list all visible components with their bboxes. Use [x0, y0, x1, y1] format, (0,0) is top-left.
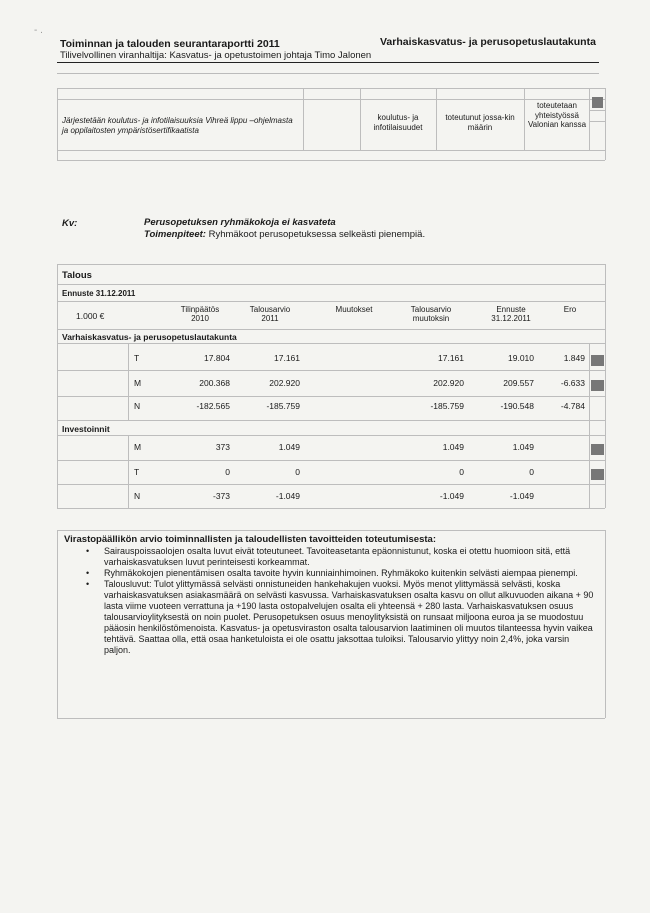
responsible-official: Tilivelvollinen viranhaltija: Kasvatus- ja opetustoimen johtaja Timo Jalonen	[60, 50, 372, 61]
cell-ta2011: 17.161	[274, 353, 300, 363]
col-header-talousarvio: Talousarvio 2011	[249, 305, 291, 323]
cell-ennuste: 1.049	[512, 442, 534, 452]
kv-actions-text: Ryhmäkoot perusopetuksessa selkeästi pienempiä.	[208, 229, 426, 240]
section-title-investments: Investoinnit	[62, 424, 110, 434]
status-indicator	[591, 380, 604, 391]
col-header-ennuste: Ennuste 31.12.2011	[491, 305, 531, 323]
col-header-muutokset: Muutokset	[335, 305, 373, 314]
header-divider	[57, 62, 599, 63]
cell-tp2010: -373	[212, 491, 230, 501]
cell-ero: 1.849	[563, 353, 585, 363]
scan-mark: - .	[34, 25, 43, 36]
row-type-label: T	[134, 467, 140, 477]
row-type-label: N	[134, 491, 141, 501]
cell-ta2011: -1.049	[275, 491, 300, 501]
cell-tam: 17.161	[438, 353, 464, 363]
cell-ta2011: 202.920	[269, 378, 300, 388]
kv-title: Perusopetuksen ryhmäkokoja ei kasvateta	[144, 217, 336, 228]
cell-tp2010: 373	[215, 442, 230, 452]
finance-heading: Talous	[62, 270, 92, 281]
cell-tp2010: 200.368	[199, 378, 230, 388]
cell-tam: -185.759	[430, 401, 464, 411]
cell-ennuste: -1.049	[509, 491, 534, 501]
goal-description: Järjestetään koulutus- ja infotilaisuuksia Vihreä lippu –ohjelmasta ja oppilaitosten ympäristösertifikaatista	[62, 116, 293, 135]
cell-ero: -4.784	[560, 401, 585, 411]
row-type-label: M	[134, 442, 142, 452]
header-divider-thin	[57, 73, 599, 74]
assessment-list	[86, 546, 596, 656]
cell-tam: -1.049	[439, 491, 464, 501]
cell-ennuste: 209.557	[503, 378, 534, 388]
list-item: • Sairauspoissaolojen osalta luvut eivät toteutuneet. Tavoiteasetanta epäonnistunut, koska ei otettu huomioon sitä, että varhaiskasvatuksen luvut perinteisesti korkeammat.	[86, 546, 571, 567]
kv-label: Kv:	[62, 218, 78, 229]
col-header-ta-muutoksin: Talousarvio muutoksin	[410, 305, 452, 323]
goal-target: toteutunut jossa-kin määrin	[445, 113, 515, 132]
list-item: • Ryhmäkokojen pienentämisen osalta tavoite hyvin kunniainhimoinen. Ryhmäkoko kuitenkin selvästi aiempaa pienempi.	[86, 568, 578, 578]
goal-result: toteutetaan yhteistyössä Valonian kanssa	[527, 101, 587, 129]
cell-ero: -6.633	[560, 378, 585, 388]
section-title-main: Varhaiskasvatus- ja perusopetuslautakunta	[62, 332, 237, 342]
col-header-tilinpaatos: Tilinpäätös 2010	[180, 305, 220, 323]
row-type-label: T	[134, 353, 140, 363]
cell-tp2010: 17.804	[204, 353, 230, 363]
list-item: • Talousluvut: Tulot ylittymässä selvästi onnistuneiden hankehakujen vuoksi. Myös menot ylittymässä selvästi, koska varhaiskasvatuksen asiakasmäärä on selvästi kasvussa. Varhaiskasvatuksen osalta kasvu on ollut alkuvuoden aikana + 90 lasta viime vuoteen verrattuna ja +190 lasta ostopalvelujen osalta eli yhteensä + 280 lasta. Varhaiskasvatuksen osuus talousarvioylityksestä on noin puolet. Perusopetuksen osuus menoylityksistä on runsaat miljoona euroa ja se muodostuu pääosin henkilöstömenoista. Kasvatus- ja opetusviraston osalta talousarvion laatiminen oli muutos tilanteessa hyvin vaikea tehtävä. Saattaa olla, että osaa hanketuloista ei ole osattu jaksottaa tuloiksi. Talousarvio ylittyy noin 2,4%, joka varsin paljon.	[86, 579, 594, 655]
cell-tp2010: -182.565	[196, 401, 230, 411]
cell-ta2011: -185.759	[266, 401, 300, 411]
status-indicator	[592, 97, 603, 108]
cell-ennuste: 0	[529, 467, 534, 477]
cell-tam: 1.049	[442, 442, 464, 452]
cell-ennuste: 19.010	[508, 353, 534, 363]
row-type-label: N	[134, 401, 141, 411]
forecast-date: Ennuste 31.12.2011	[62, 289, 136, 298]
status-indicator	[591, 355, 604, 366]
col-header-ero: Ero	[563, 305, 577, 314]
cell-ta2011: 0	[295, 467, 300, 477]
status-indicator	[591, 444, 604, 455]
cell-ta2011: 1.049	[278, 442, 300, 452]
unit-label: 1.000 €	[76, 311, 105, 321]
cell-tp2010: 0	[225, 467, 230, 477]
kv-actions-label: Toimenpiteet:	[144, 229, 206, 240]
cell-ennuste: -190.548	[500, 401, 534, 411]
goal-measure: koulutus- ja infotilaisuudet	[373, 113, 423, 132]
kv-actions	[144, 229, 425, 240]
row-type-label: M	[134, 378, 142, 388]
committee-name: Varhaiskasvatus- ja perusopetuslautakunta	[380, 36, 596, 48]
report-title: Toiminnan ja talouden seurantaraportti 2011	[60, 38, 280, 50]
status-indicator	[591, 469, 604, 480]
cell-tam: 0	[459, 467, 464, 477]
cell-tam: 202.920	[433, 378, 464, 388]
assessment-heading: Virastopäällikön arvio toiminnallisten ja taloudellisten tavoitteiden toteutumisesta:	[64, 534, 436, 545]
